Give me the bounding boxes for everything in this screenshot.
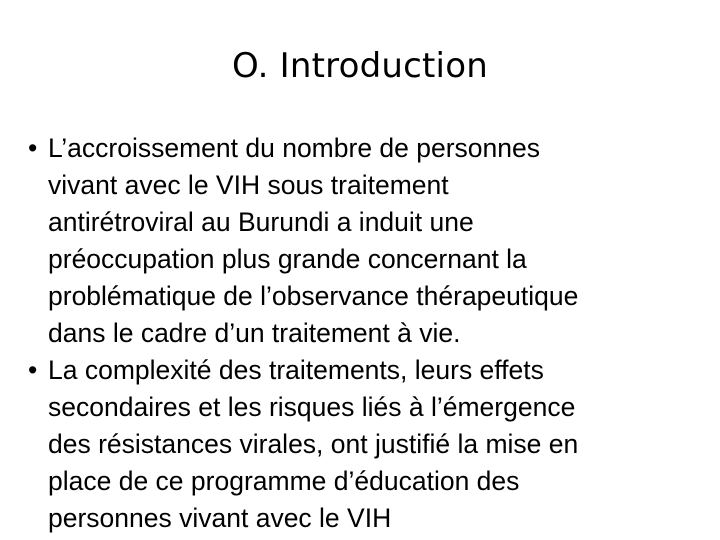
bullet-marker-icon: • bbox=[28, 133, 38, 163]
bullet-marker-icon: • bbox=[28, 355, 38, 385]
bullet-item bbox=[28, 130, 708, 352]
bullet-text: L’accroissement du nombre de personnes vivant avec le VIH sous traitement antirétroviral au Burundi a induit une préoccupation plus grande concernant la problématique de l’observance thérapeutique dans le cadre d’un traitement à vie. bbox=[48, 133, 579, 348]
bullet-text: La complexité des traitements, leurs effets secondaires et les risques liés à l’émergence des résistances virales, ont justifié la mise en place de ce programme d’éducation des personnes vivant avec le VIH bbox=[48, 355, 579, 533]
slide-title: O. Introduction bbox=[232, 46, 488, 86]
bullet-list bbox=[28, 130, 708, 537]
bullet-item bbox=[28, 352, 708, 537]
